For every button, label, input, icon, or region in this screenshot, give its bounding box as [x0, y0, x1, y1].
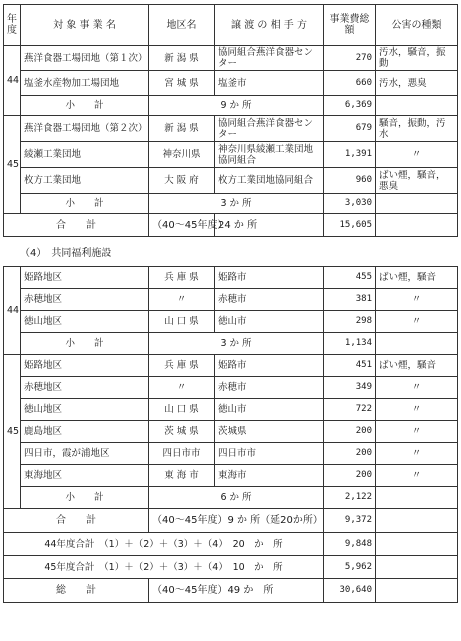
project-name: 赤穂地区 — [21, 377, 149, 399]
project-name: 赤穂地区 — [21, 289, 149, 311]
pollution-type: 汚水，騒音，振動 — [376, 46, 458, 71]
total-label: 合 計 — [4, 214, 149, 237]
subtotal-cost: 2,122 — [324, 487, 376, 509]
total-label: 合 計 — [4, 509, 149, 533]
subtotal-count: 3 か 所 — [149, 194, 324, 214]
project-name: 徳山地区 — [21, 311, 149, 333]
project-name: 燕洋食器工場団地（第１次） — [21, 46, 149, 71]
recipient-name: 赤穂市 — [215, 377, 324, 399]
region-name: 東 海 市 — [149, 465, 215, 487]
subtotal-cost: 1,134 — [324, 333, 376, 355]
pollution-type: 〃 — [376, 377, 458, 399]
subtotal-cost: 6,369 — [324, 96, 376, 116]
pollution-type: 〃 — [376, 142, 458, 168]
recipient-name: 茨城県 — [215, 421, 324, 443]
cost-value: 660 — [324, 71, 376, 96]
project-name: 四日市，霞が浦地区 — [21, 443, 149, 465]
region-name: 大 阪 府 — [149, 168, 215, 194]
header-cost: 事業費総 額 — [324, 5, 376, 46]
project-name: 東海地区 — [21, 465, 149, 487]
cost-value: 298 — [324, 311, 376, 333]
header-recipient: 譲 渡 の 相 手 方 — [215, 5, 324, 46]
recipient-name: 徳山市 — [215, 311, 324, 333]
header-year: 年度 — [4, 5, 21, 46]
subtotal-cost: 3,030 — [324, 194, 376, 214]
pollution-type: 〃 — [376, 443, 458, 465]
cost-value: 1,391 — [324, 142, 376, 168]
project-name: 姫路地区 — [21, 267, 149, 289]
subtotal-label: 小 計 — [21, 487, 149, 509]
total-cost: 15,605 — [324, 214, 376, 237]
project-name: 徳山地区 — [21, 399, 149, 421]
region-name: 新 潟 県 — [149, 46, 215, 71]
year-cell: 45 — [4, 116, 21, 214]
recipient-name: 姫路市 — [215, 267, 324, 289]
project-name: 姫路地区 — [21, 355, 149, 377]
region-name: 宮 城 県 — [149, 71, 215, 96]
cost-value: 451 — [324, 355, 376, 377]
recipient-name: 東海市 — [215, 465, 324, 487]
cost-value: 200 — [324, 421, 376, 443]
cost-value: 960 — [324, 168, 376, 194]
project-name: 燕洋食器工場団地（第２次） — [21, 116, 149, 142]
pollution-type: 〃 — [376, 399, 458, 421]
cost-value: 200 — [324, 443, 376, 465]
section-heading: （4） 共同福利施設 — [20, 248, 112, 259]
subtotal-label: 小 計 — [21, 333, 149, 355]
total-cost: 9,372 — [324, 509, 376, 533]
region-name: 山 口 県 — [149, 399, 215, 421]
grand-total-cost: 30,640 — [324, 579, 376, 603]
header-project: 対 象 事 業 名 — [21, 5, 149, 46]
region-name: 茨 城 県 — [149, 421, 215, 443]
project-name: 鹿島地区 — [21, 421, 149, 443]
pollution-type: 〃 — [376, 289, 458, 311]
grand-total-count: （40～45年度）49 か 所 — [149, 579, 324, 603]
recipient-name: 姫路市 — [215, 355, 324, 377]
pollution-type: 騒音，振動，汚水 — [376, 116, 458, 142]
year-cell: 45 — [4, 355, 21, 509]
cost-value: 455 — [324, 267, 376, 289]
cost-value: 270 — [324, 46, 376, 71]
header-region: 地区名 — [149, 5, 215, 46]
region-name: 神奈川県 — [149, 142, 215, 168]
recipient-name: 赤穂市 — [215, 289, 324, 311]
region-name: 〃 — [149, 289, 215, 311]
year44-total-cost: 9,848 — [324, 533, 376, 556]
total-count: （40～45年度）9 か 所（延20か所） — [149, 509, 324, 533]
region-name: 新 潟 県 — [149, 116, 215, 142]
subtotal-label: 小 計 — [21, 194, 149, 214]
cost-value: 349 — [324, 377, 376, 399]
pollution-type: 汚水，悪臭 — [376, 71, 458, 96]
cost-value: 381 — [324, 289, 376, 311]
project-name: 塩釜水産物加工場団地 — [21, 71, 149, 96]
subtotal-label: 小 計 — [21, 96, 149, 116]
pollution-type: ばい煙，騒音，悪臭 — [376, 168, 458, 194]
subtotal-count: 6 か 所 — [149, 487, 324, 509]
region-name: 兵 庫 県 — [149, 267, 215, 289]
project-name: 枚方工業団地 — [21, 168, 149, 194]
subtotal-count: 3 か 所 — [149, 333, 324, 355]
region-name: 四日市市 — [149, 443, 215, 465]
year44-total-label: 44年度合計 （1）＋（2）＋（3）＋（4） 20 か 所 — [4, 533, 324, 556]
recipient-name: 枚方工業団地協同組合 — [215, 168, 324, 194]
grand-total-label: 総 計 — [4, 579, 149, 603]
total-count: 24 か 所 — [215, 214, 324, 237]
recipient-name: 塩釜市 — [215, 71, 324, 96]
recipient-name: 協同組合燕洋食器センター — [215, 116, 324, 142]
header-pollution: 公害の種類 — [376, 5, 458, 46]
total-period: （40～45年度） — [149, 214, 215, 237]
year-cell: 44 — [4, 267, 21, 355]
pollution-type: 〃 — [376, 311, 458, 333]
region-name: 兵 庫 県 — [149, 355, 215, 377]
pollution-type: 〃 — [376, 465, 458, 487]
recipient-name: 徳山市 — [215, 399, 324, 421]
pollution-type: ばい煙，騒音 — [376, 355, 458, 377]
region-name: 〃 — [149, 377, 215, 399]
pollution-type: 〃 — [376, 421, 458, 443]
year45-total-cost: 5,962 — [324, 556, 376, 579]
recipient-name: 神奈川県綾瀬工業団地協同組合 — [215, 142, 324, 168]
year45-total-label: 45年度合計 （1）＋（2）＋（3）＋（4） 10 か 所 — [4, 556, 324, 579]
cost-value: 200 — [324, 465, 376, 487]
subtotal-count: 9 か 所 — [149, 96, 324, 116]
cost-value: 679 — [324, 116, 376, 142]
project-name: 綾瀬工業団地 — [21, 142, 149, 168]
year-cell: 44 — [4, 46, 21, 116]
region-name: 山 口 県 — [149, 311, 215, 333]
recipient-name: 四日市市 — [215, 443, 324, 465]
facilities-table — [3, 4, 458, 237]
pollution-type: ばい煙，騒音 — [376, 267, 458, 289]
recipient-name: 協同組合燕洋食器センター — [215, 46, 324, 71]
welfare-facilities-table — [3, 266, 458, 603]
cost-value: 722 — [324, 399, 376, 421]
